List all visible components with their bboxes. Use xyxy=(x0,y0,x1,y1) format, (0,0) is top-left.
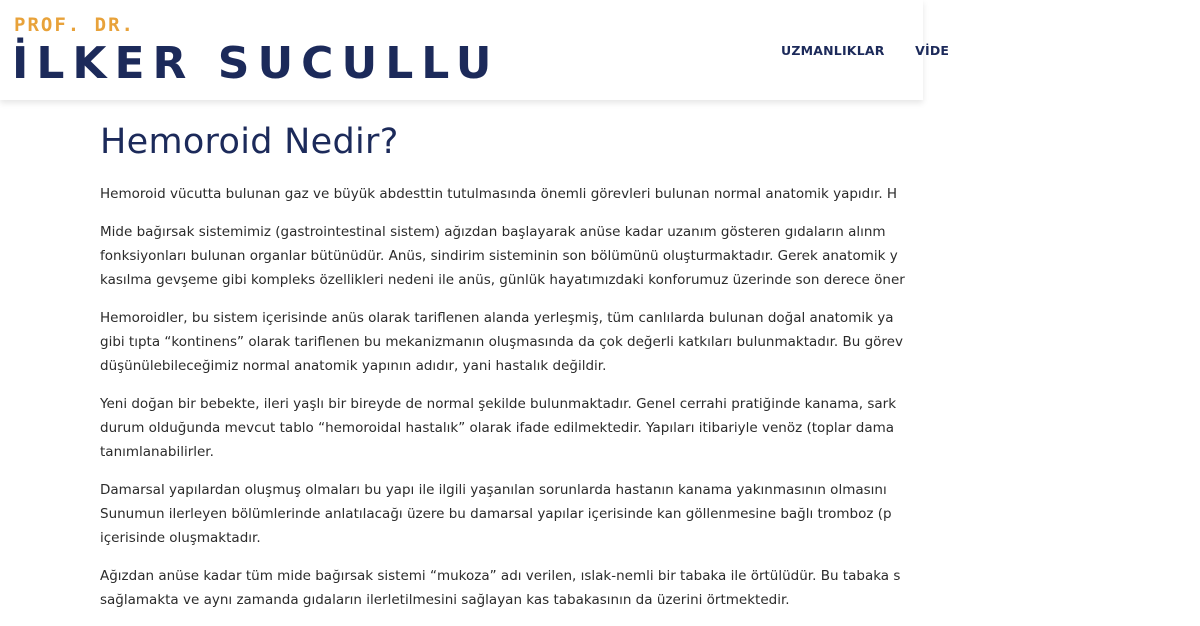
paragraph-line: fonksiyonları bulunan organlar bütünüdür. Anüs, sindirim sisteminin son bölümünü oluşturmaktadır. Gerek anatomik y xyxy=(100,248,898,264)
paragraph-line: durum olduğunda mevcut tablo “hemoroidal hastalık” olarak ifade edilmektedir. Yapıları itibariyle venöz (toplar dama xyxy=(100,420,895,436)
main-nav xyxy=(781,43,975,58)
paragraph-line: Damarsal yapılardan oluşmuş olmaları bu yapı ile ilgili yaşanılan sorunlarda hastanın kanama yakınmasının olmasını xyxy=(100,482,887,498)
paragraph-line: gibi tıpta “kontinens” olarak tariflenen bu mekanizmanın oluşmasında da çok değerli katkıları bulunmaktadır. Bu görev xyxy=(100,334,903,350)
paragraph-line: Yeni doğan bir bebekte, ileri yaşlı bir bireyde de normal şekilde bulunmaktadır. Genel cerrahi pratiğinde kanama, sark xyxy=(100,396,897,412)
paragraph xyxy=(100,564,1200,612)
paragraph-line: Mide bağırsak sistemimiz (gastrointestinal sistem) ağızdan başlayarak anüse kadar uzanım gösteren gıdaların alınm xyxy=(100,224,886,240)
paragraph-line: Hemoroidler, bu sistem içerisinde anüs olarak tariflenen alanda yerleşmiş, tüm canlılarda bulunan doğal anatomik ya xyxy=(100,310,894,326)
article-body xyxy=(100,182,1200,626)
paragraph xyxy=(100,220,1200,292)
paragraph-line: Sunumun ilerleyen bölümlerinde anlatılacağı üzere bu damarsal yapılar içerisinde kan göllenmesine bağlı tromboz (p xyxy=(100,506,892,522)
paragraph-line: Hemoroid vücutta bulunan gaz ve büyük abdesttin tutulmasında önemli görevleri bulunan normal anatomik yapıdır. H xyxy=(100,186,898,202)
logo-name: İLKER SUCULLU xyxy=(12,38,500,89)
paragraph-line: Ağızdan anüse kadar tüm mide bağırsak sistemi “mukoza” adı verilen, ıslak-nemli bir tabaka ile örtülüdür. Bu tabaka s xyxy=(100,568,901,584)
paragraph xyxy=(100,306,1200,378)
paragraph xyxy=(100,182,1200,206)
site-header xyxy=(0,0,950,100)
paragraph-line: içerisinde oluşmaktadır. xyxy=(100,530,261,546)
paragraph-line: kasılma gevşeme gibi kompleks özellikleri nedeni ile anüs, günlük hayatımızdaki konforumuz üzerinde son derece öner xyxy=(100,272,905,288)
paragraph-line: sağlamakta ve aynı zamanda gıdaların ilerletilmesini sağlayan kas tabakasının da üzerini örtmektedir. xyxy=(100,592,790,608)
nav-item-uzmanliklar[interactable]: UZMANLIKLAR xyxy=(781,43,885,58)
paragraph-line: tanımlanabilirler. xyxy=(100,444,214,460)
paragraph xyxy=(100,392,1200,464)
nav-item-video[interactable]: VİDE xyxy=(915,43,950,58)
logo-subtitle: PROF. DR. xyxy=(14,14,135,36)
page-title: Hemoroid Nedir? xyxy=(100,122,399,162)
article-content xyxy=(100,100,923,612)
paragraph xyxy=(100,478,1200,550)
paragraph-line: düşünülebileceğimiz normal anatomik yapının adıdır, yani hastalık değildir. xyxy=(100,358,607,374)
